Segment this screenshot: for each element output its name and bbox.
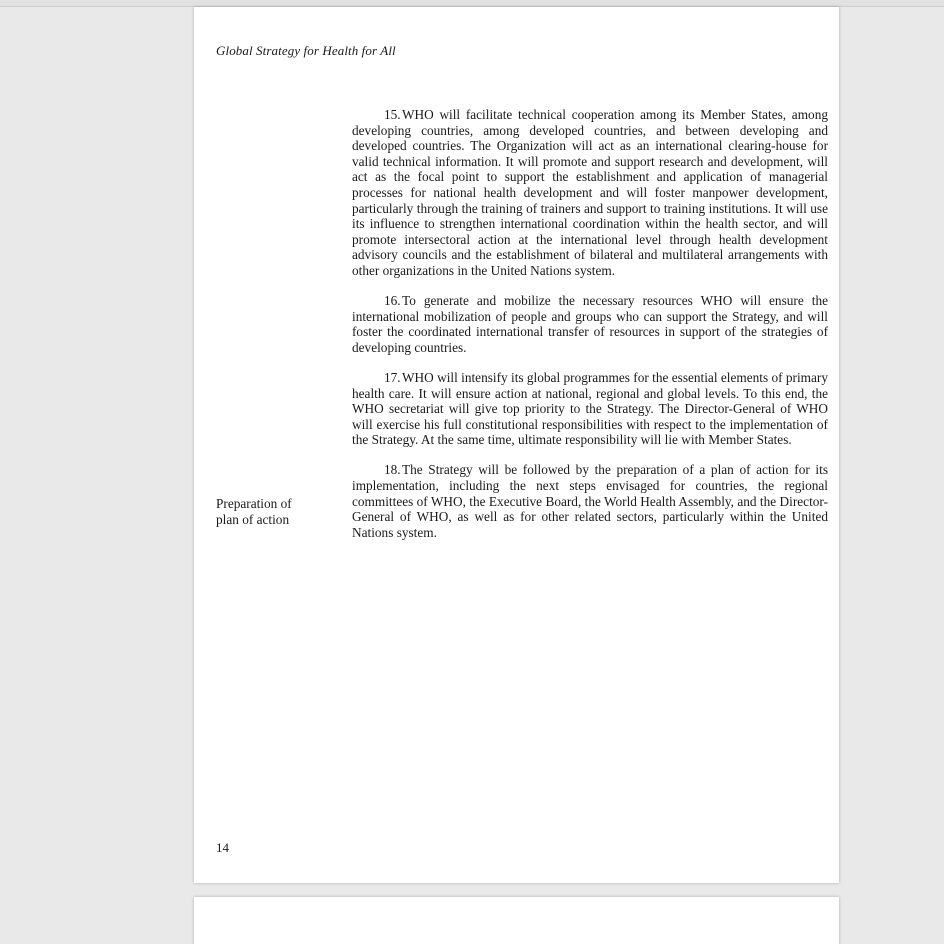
paragraph-number: 16.	[384, 293, 401, 309]
paragraph-text: The Strategy will be followed by the preparation of a plan of action for its implementation, including the next steps envisaged for countries, the regional committees of WHO, the Executive Board, the World Health Assembly, and the Director-General of WHO, as well as for other related sectors, particularly within the United Nations system.	[352, 462, 828, 540]
paragraph-text: To generate and mobilize the necessary resources WHO will ensure the international mobilization of people and groups who can support the Strategy, and will foster the coordinated international transfer of resources in support of the strategies of developing countries.	[352, 293, 828, 355]
paragraph-number: 15.	[384, 107, 401, 122]
next-document-page	[194, 897, 839, 944]
page-number: 14	[216, 840, 229, 855]
margin-note	[216, 496, 336, 528]
margin-note-line: plan of action	[216, 512, 290, 527]
margin-note-line: Preparation of	[216, 496, 292, 511]
paragraph-17	[352, 370, 828, 448]
paragraph-15	[352, 107, 828, 279]
viewer-top-border	[0, 0, 944, 7]
paragraph-text: WHO will facilitate technical cooperation among its Member States, among developing countries, among developed countries, and between developing and developed countries. The Organization will act as an international clearing-house for valid technical information. It will promote and support research and development, will act as the focal point to support the establishment and application of managerial processes for national health development and will foster manpower development, particularly through the training of trainers and support to training institutions. It will use its influence to strengthen international coordination within the health sector, and will promote intersectoral action at the international level through health development advisory councils and the establishment of bilateral and multilateral arrangements with other organizations in the United Nations system.	[352, 107, 828, 278]
paragraph-16	[352, 293, 828, 355]
paragraph-text: WHO will intensify its global programmes for the essential elements of primary health care. It will ensure action at national, regional and global levels. To this end, the WHO secretariat will give top priority to the Strategy. The Director-General of WHO will exercise his full constitutional responsibilities with respect to the implementation of the Strategy. At the same time, ultimate responsibility will lie with Member States.	[352, 369, 828, 448]
paragraph-18	[352, 462, 828, 540]
paragraph-number: 17.	[384, 369, 401, 385]
document-page	[194, 7, 839, 883]
running-head: Global Strategy for Health for All	[216, 43, 396, 58]
body-text	[352, 107, 828, 555]
paragraph-number: 18.	[384, 462, 401, 478]
